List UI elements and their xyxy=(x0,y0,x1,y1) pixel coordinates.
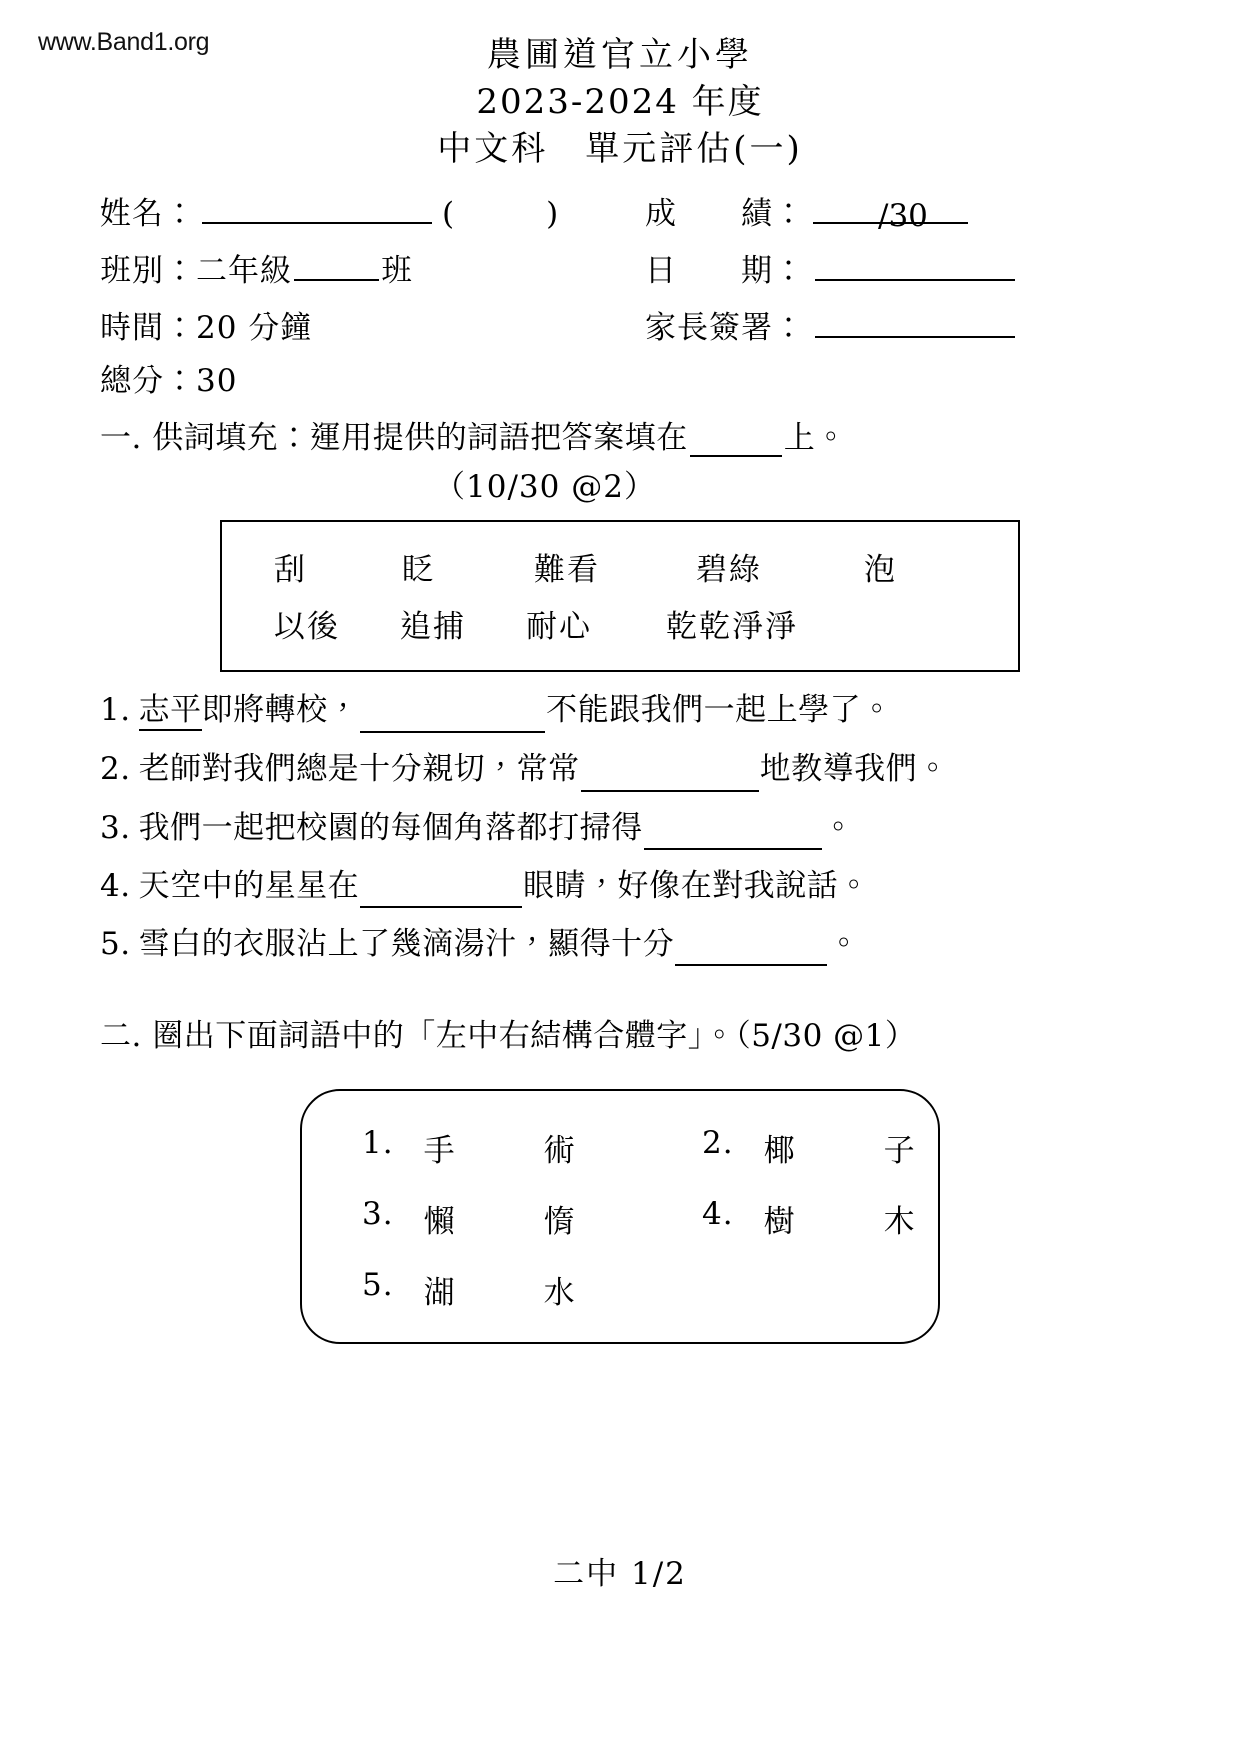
item-index: 5. xyxy=(362,1266,394,1303)
question-number: 5. xyxy=(100,925,131,962)
date-field-group xyxy=(645,252,1192,287)
question-text-part1: 我們一起把校園的每個角落都打掃得 xyxy=(138,809,643,846)
signature-field-group xyxy=(645,309,1192,344)
word-bank-item[interactable]: 碧綠 xyxy=(696,552,762,589)
item-character[interactable]: 術 xyxy=(543,1132,576,1169)
word-bank-item[interactable]: 泡 xyxy=(864,552,897,589)
academic-year: 2023-2024 年度 xyxy=(476,81,764,122)
word-bank-box xyxy=(220,520,1020,672)
word-bank-item[interactable]: 乾乾淨淨 xyxy=(666,609,798,646)
circle-task-item[interactable] xyxy=(702,1196,1042,1241)
circle-task-item[interactable] xyxy=(362,1267,702,1312)
item-character[interactable]: 水 xyxy=(543,1274,576,1311)
word-bank-item[interactable]: 以後 xyxy=(274,609,340,646)
question-item xyxy=(100,922,1204,966)
info-row-name-score xyxy=(100,195,1192,234)
item-character[interactable]: 惰 xyxy=(543,1203,576,1240)
word-bank-item[interactable]: 難看 xyxy=(534,552,600,589)
question-text-part2: 不能跟我們一起上學了。 xyxy=(546,692,893,729)
question-text-part1: 天空中的星星在 xyxy=(138,867,360,904)
question-item xyxy=(100,688,1204,733)
answer-blank[interactable] xyxy=(675,938,827,966)
score-label: 成 績： xyxy=(645,195,805,232)
question-item xyxy=(100,747,1204,791)
item-character[interactable]: 子 xyxy=(883,1132,916,1169)
question-text xyxy=(139,864,1204,908)
question-text-part2: 。 xyxy=(828,925,860,962)
school-name: 農圃道官立小學 xyxy=(487,35,753,75)
question-number: 3. xyxy=(100,809,131,846)
question-text xyxy=(139,688,1204,733)
answer-blank[interactable] xyxy=(360,705,545,733)
circle-task-item[interactable] xyxy=(362,1196,702,1241)
class-grade: 二年級 xyxy=(196,252,292,289)
word-bank-item[interactable]: 眨 xyxy=(402,552,435,589)
page-footer: 二中 1/2 xyxy=(553,1556,687,1592)
time-field-group xyxy=(100,309,645,346)
question-number: 2. xyxy=(100,751,131,788)
name-label: 姓名： xyxy=(100,195,196,232)
circle-task-row xyxy=(302,1196,938,1241)
word-bank-item[interactable]: 刮 xyxy=(274,552,307,589)
word-bank-item[interactable]: 耐心 xyxy=(526,609,592,646)
item-index: 4. xyxy=(702,1195,734,1232)
item-character[interactable]: 木 xyxy=(883,1203,916,1240)
word-bank-row-2 xyxy=(222,595,1018,652)
word-bank-row-1 xyxy=(222,538,1018,595)
circle-task-row xyxy=(302,1125,938,1170)
item-index: 3. xyxy=(362,1195,394,1232)
item-character[interactable]: 樹 xyxy=(763,1203,796,1240)
date-label: 日 期： xyxy=(645,252,805,289)
item-index: 1. xyxy=(362,1124,394,1161)
question-item xyxy=(100,806,1204,850)
word-bank-item[interactable]: 追捕 xyxy=(400,609,466,646)
question-number: 1. xyxy=(100,692,131,729)
score-total: /30 xyxy=(878,197,928,234)
question-text-part2: 地教導我們。 xyxy=(759,751,949,788)
score-field-group xyxy=(645,195,1192,234)
class-label: 班別： xyxy=(100,252,196,289)
section-1-marks: （10/30 @2） xyxy=(434,469,656,506)
parent-signature-label: 家長簽署： xyxy=(645,309,805,346)
total-marks-label: 總分：30 xyxy=(100,362,238,399)
question-text-part1: 雪白的衣服沾上了幾滴湯汁，顯得十分 xyxy=(138,925,675,962)
document-header xyxy=(0,0,1240,173)
section-1-heading xyxy=(0,419,1240,458)
section-1-heading-blank xyxy=(690,431,782,457)
name-input-blank[interactable] xyxy=(202,195,432,224)
name-field-group xyxy=(100,195,645,230)
section-1-heading-tail: 上。 xyxy=(783,419,847,456)
item-character[interactable]: 懶 xyxy=(423,1203,456,1240)
item-character[interactable]: 手 xyxy=(423,1132,456,1169)
question-item xyxy=(100,864,1204,908)
question-text xyxy=(139,806,1204,850)
answer-blank[interactable] xyxy=(360,880,522,908)
circle-task-item[interactable] xyxy=(362,1125,702,1170)
time-label: 時間：20 分鐘 xyxy=(100,309,313,346)
section-2-heading: 二. 圈出下面詞語中的「左中右結構合體字」。（5/30 @1） xyxy=(100,1017,917,1054)
underlined-name: 志平 xyxy=(139,692,202,731)
class-number-paren[interactable]: ( ) xyxy=(442,195,569,232)
answer-blank[interactable] xyxy=(644,822,822,850)
question-text-part2: 眼睛，好像在對我說話。 xyxy=(523,867,870,904)
question-text-part1: 老師對我們總是十分親切，常常 xyxy=(138,751,580,788)
section-1-heading-text: 一. 供詞填充：運用提供的詞語把答案填在 xyxy=(100,419,688,456)
class-input-blank[interactable] xyxy=(294,252,379,281)
circle-task-box xyxy=(300,1089,940,1344)
question-text-part1: 即將轉校， xyxy=(201,692,360,729)
info-row-time-signature xyxy=(100,309,1192,344)
student-info-block xyxy=(0,195,1240,397)
assessment-title: 中文科 單元評估(一) xyxy=(437,128,803,169)
answer-blank[interactable] xyxy=(581,764,759,792)
class-field-group xyxy=(100,252,645,287)
circle-task-row xyxy=(302,1267,938,1312)
parent-signature-blank[interactable] xyxy=(815,309,1015,338)
info-row-class-date xyxy=(100,252,1192,287)
item-character[interactable]: 湖 xyxy=(423,1274,456,1311)
question-text-part2: 。 xyxy=(822,809,855,846)
circle-task-item[interactable] xyxy=(702,1125,1042,1170)
question-number: 4. xyxy=(100,867,131,904)
item-index: 2. xyxy=(702,1124,734,1161)
section-1-questions xyxy=(0,688,1240,965)
site-watermark: www.Band1.org xyxy=(38,28,210,56)
question-text xyxy=(139,922,1204,966)
date-input-blank[interactable] xyxy=(815,252,1015,281)
question-text xyxy=(139,747,1204,791)
class-suffix: 班 xyxy=(381,252,413,289)
item-character[interactable]: 椰 xyxy=(763,1132,796,1169)
total-marks-group xyxy=(100,362,645,399)
info-row-total xyxy=(100,362,1192,399)
